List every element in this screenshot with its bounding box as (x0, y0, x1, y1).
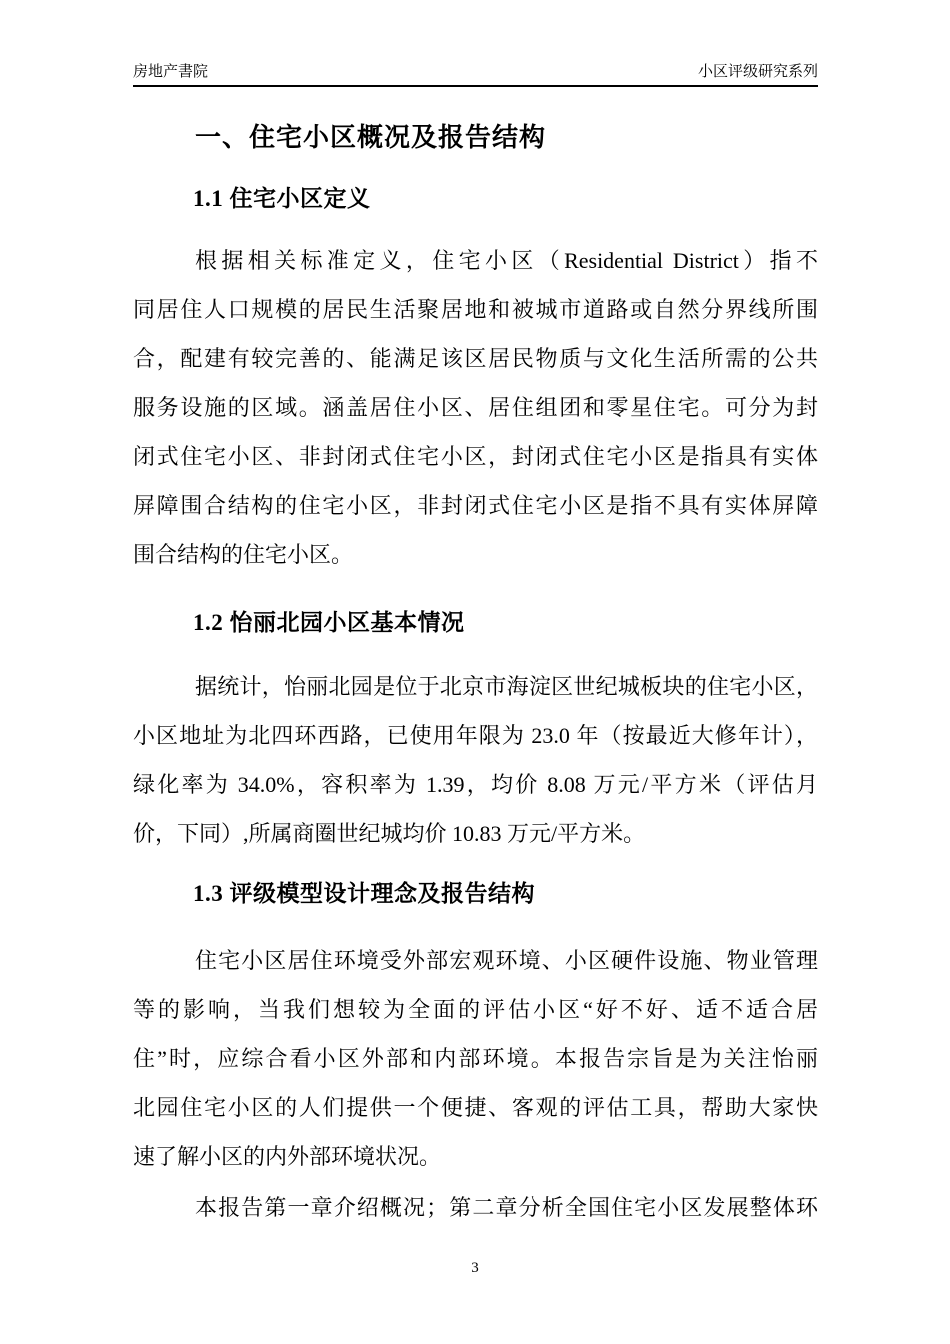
text-line: 住”时，应综合看小区外部和内部环境。本报告宗旨是为关注怡丽 (133, 1046, 818, 1071)
text-line: 合，配建有较完善的、能满足该区居民物质与文化生活所需的公共 (133, 346, 818, 371)
text-line: 北园住宅小区的人们提供一个便捷、客观的评估工具，帮助大家快 (133, 1095, 818, 1120)
text-line: 绿化率为 34.0%，容积率为 1.39，均价 8.08 万元/平方米（评估月 (133, 772, 818, 797)
section-heading-1-3: 1.3 评级模型设计理念及报告结构 (193, 881, 535, 906)
paragraph (133, 1183, 818, 1232)
text-line: 价，下同）,所属商圈世纪城均价 10.83 万元/平方米。 (133, 821, 646, 846)
chapter-title: 一、住宅小区概况及报告结构 (195, 123, 547, 152)
text-line: 同居住人口规模的居民生活聚居地和被城市道路或自然分界线所围 (133, 297, 818, 322)
text-line: 小区地址为北四环西路，已使用年限为 23.0 年（按最近大修年计）， (133, 723, 818, 748)
section-heading-1-2: 1.2 怡丽北园小区基本情况 (193, 610, 465, 635)
text-line: 闭式住宅小区、非封闭式住宅小区，封闭式住宅小区是指具有实体 (133, 444, 818, 469)
text-line: 住宅小区居住环境受外部宏观环境、小区硬件设施、物业管理 (195, 948, 818, 973)
text-line: 等的影响，当我们想较为全面的评估小区“好不好、适不适合居 (133, 997, 818, 1022)
paragraph (133, 236, 818, 579)
text-line: 据统计，怡丽北园是位于北京市海淀区世纪城板块的住宅小区， (195, 674, 818, 699)
header-left-text: 房地产書院 (133, 63, 209, 80)
paragraph (133, 936, 818, 1181)
page-header (133, 62, 818, 87)
text-line: 根据相关标准定义，住宅小区（Residential District）指不 (195, 248, 818, 273)
text-line: 速了解小区的内外部环境状况。 (133, 1144, 442, 1169)
text-line: 本报告第一章介绍概况；第二章分析全国住宅小区发展整体环 (195, 1195, 818, 1220)
text-line: 围合结构的住宅小区。 (133, 542, 354, 567)
section-heading-1-1: 1.1 住宅小区定义 (193, 186, 371, 211)
header-right-text: 小区评级研究系列 (697, 63, 818, 80)
paragraph (133, 662, 818, 858)
text-line: 屏障围合结构的住宅小区，非封闭式住宅小区是指不具有实体屏障 (133, 493, 818, 518)
page-number: 3 (471, 1260, 479, 1276)
text-line: 服务设施的区域。涵盖居住小区、居住组团和零星住宅。可分为封 (133, 395, 818, 420)
